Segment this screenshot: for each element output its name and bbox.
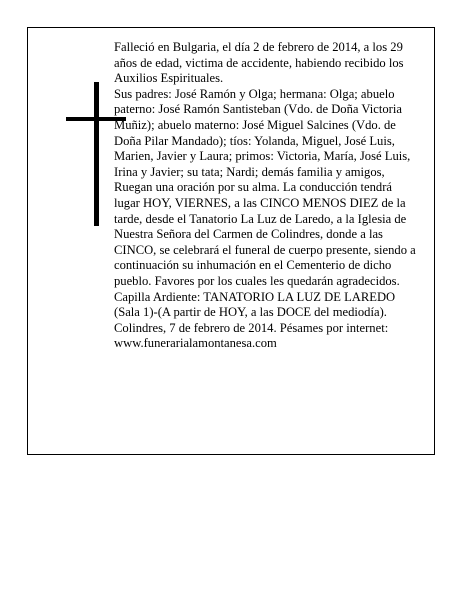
death-announcement: Falleció en Bulgaria, el día 2 de febrero de 2014, a los 29 años de edad, victima de accidente, habiendo recibido los Auxilios Espirituales. (114, 40, 404, 86)
family-list: Sus padres: José Ramón y Olga; hermana: Olga; abuelo paterno: José Ramón Santisteban (Vdo. de Doña Victoria Muñiz); abuelo materno: José Miguel Salcines (Vdo. de Doña Pilar Mandado); tíos: Yolanda, Miguel, José Luis, Marien, Javier y Laura; primos: Victoria, María, José Luis, Irina y Javier; su tata; Nardi; demás familia y amigos, (114, 86, 411, 179)
cross-vertical-bar (94, 82, 99, 226)
funeral-details: Ruegan una oración por su alma. La conducción tendrá lugar HOY, VIERNES, a las CINCO MENOS DIEZ de la tarde, desde el Tanatorio La Luz de Laredo, a la Iglesia de Nuestra Señora del Carmen de Colindres, donde a las CINCO, se celebrará el funeral de cuerpo presente, siendo a continuación su inhumación en el Cementerio de dicho pueblo. Favores por los cuales les quedarán agradecidos. Capilla Ardiente: TANATORIO LA LUZ DE LAREDO (Sala 1)-(A partir de HOY, a las DOCE del mediodía). (114, 180, 416, 320)
place-date-website: Colindres, 7 de febrero de 2014. Pésames por internet: www.funerarialamontanesa.com (114, 320, 389, 351)
obituary-text (114, 40, 419, 352)
